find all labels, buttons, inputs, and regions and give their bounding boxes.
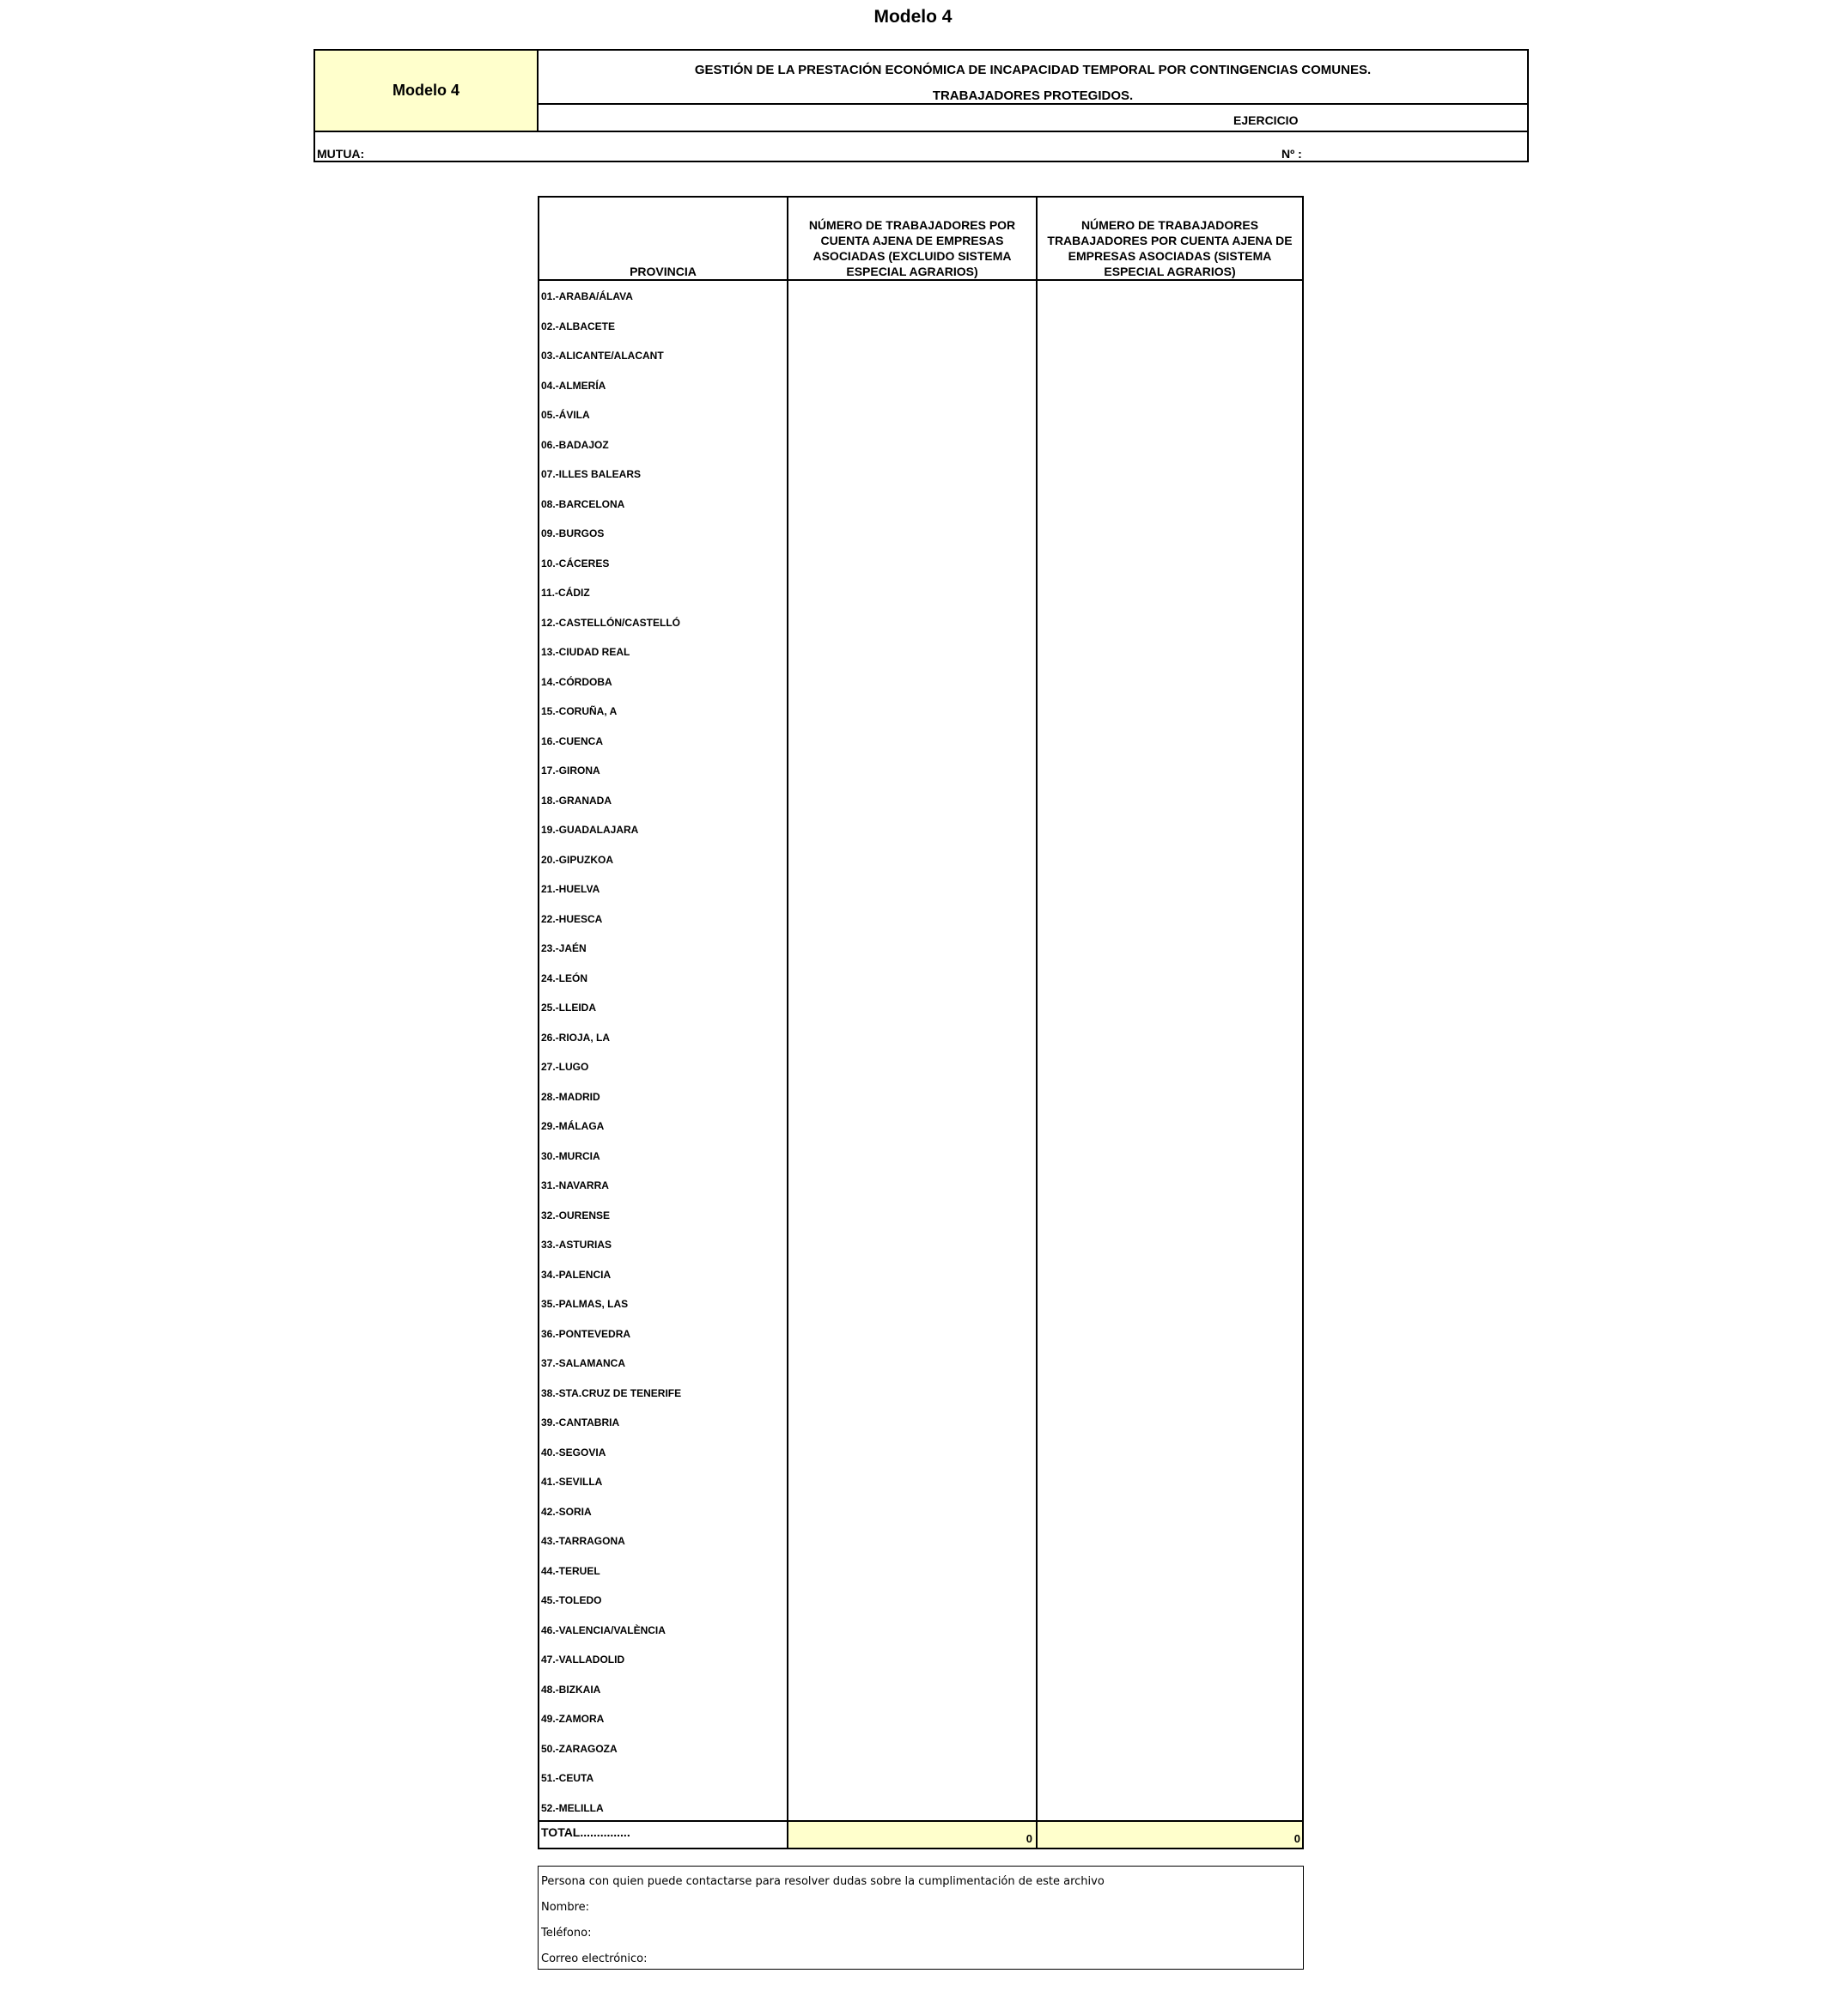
column-header-excluido-agrarios: NÚMERO DE TRABAJADORES POR CUENTA AJENA DE EMPRESAS ASOCIADAS (EXCLUIDO SISTEMA ESPECIAL AGRARIOS) bbox=[808, 218, 1016, 278]
province-row: 45.-TOLEDO bbox=[541, 1594, 602, 1606]
form-header bbox=[313, 49, 1529, 162]
province-row: 37.-SALAMANCA bbox=[541, 1357, 626, 1369]
contact-telefono-label: Teléfono: bbox=[541, 1927, 592, 1940]
province-row: 38.-STA.CRUZ DE TENERIFE bbox=[541, 1386, 682, 1399]
province-row: 28.-MADRID bbox=[541, 1090, 600, 1103]
province-row: 42.-SORIA bbox=[541, 1505, 592, 1518]
province-row: 08.-BARCELONA bbox=[541, 497, 625, 510]
province-row: 13.-CIUDAD REAL bbox=[541, 646, 630, 658]
province-row: 47.-VALLADOLID bbox=[541, 1654, 625, 1666]
province-row: 09.-BURGOS bbox=[541, 527, 605, 539]
mutua-label: MUTUA: bbox=[317, 147, 365, 161]
province-row: 10.-CÁCERES bbox=[541, 557, 610, 569]
column-divider bbox=[1036, 198, 1038, 1848]
province-row: 44.-TERUEL bbox=[541, 1564, 600, 1577]
column-header-sistema-agrarios: NÚMERO DE TRABAJADORES TRABAJADORES POR CUENTA AJENA DE EMPRESAS ASOCIADAS (SISTEMA ESPECIAL AGRARIOS) bbox=[1047, 218, 1293, 278]
province-row: 39.-CANTABRIA bbox=[541, 1416, 620, 1428]
province-row: 12.-CASTELLÓN/CASTELLÓ bbox=[541, 616, 681, 629]
province-row: 02.-ALBACETE bbox=[541, 320, 616, 332]
province-row: 17.-GIRONA bbox=[541, 764, 600, 777]
province-row: 14.-CÓRDOBA bbox=[541, 675, 612, 688]
province-row: 18.-GRANADA bbox=[541, 794, 612, 807]
province-row: 32.-OURENSE bbox=[541, 1209, 611, 1221]
province-row: 43.-TARRAGONA bbox=[541, 1535, 625, 1547]
province-row: 26.-RIOJA, LA bbox=[541, 1031, 611, 1044]
province-row: 49.-ZAMORA bbox=[541, 1713, 605, 1725]
contact-intro: Persona con quien puede contactarse para resolver dudas sobre la cumplimentación de este archivo bbox=[541, 1875, 1105, 1888]
province-row: 29.-MÁLAGA bbox=[541, 1120, 605, 1132]
province-row: 01.-ARABA/ÁLAVA bbox=[541, 290, 633, 302]
province-row: 21.-HUELVA bbox=[541, 883, 600, 895]
province-row: 30.-MURCIA bbox=[541, 1149, 600, 1162]
contact-nombre-label: Nombre: bbox=[541, 1901, 590, 1914]
province-row: 34.-PALENCIA bbox=[541, 1268, 612, 1281]
province-row: 33.-ASTURIAS bbox=[541, 1239, 612, 1251]
province-row: 46.-VALENCIA/VALÈNCIA bbox=[541, 1623, 666, 1636]
province-row: 51.-CEUTA bbox=[541, 1772, 594, 1784]
numero-label: Nº : bbox=[1281, 147, 1302, 161]
province-row: 11.-CÁDIZ bbox=[541, 587, 590, 599]
contact-correo-label: Correo electrónico: bbox=[541, 1952, 648, 1965]
province-row: 20.-GIPUZKOA bbox=[541, 853, 614, 866]
province-row: 41.-SEVILLA bbox=[541, 1476, 603, 1488]
province-row: 04.-ALMERÍA bbox=[541, 379, 606, 392]
form-title-line1: GESTIÓN DE LA PRESTACIÓN ECONÓMICA DE INCAPACIDAD TEMPORAL POR CONTINGENCIAS COMUNES. bbox=[694, 63, 1372, 77]
province-row: 40.-SEGOVIA bbox=[541, 1446, 606, 1459]
province-row: 05.-ÁVILA bbox=[541, 409, 590, 421]
province-row: 15.-CORUÑA, A bbox=[541, 705, 618, 717]
total-label: TOTAL............... bbox=[541, 1825, 630, 1839]
province-row: 24.-LEÓN bbox=[541, 971, 588, 984]
province-row: 52.-MELILLA bbox=[541, 1801, 604, 1814]
province-row: 19.-GUADALAJARA bbox=[541, 824, 639, 836]
province-row: 50.-ZARAGOZA bbox=[541, 1742, 618, 1755]
province-list bbox=[541, 290, 782, 1831]
province-row: 16.-CUENCA bbox=[541, 734, 604, 747]
province-row: 31.-NAVARRA bbox=[541, 1179, 609, 1191]
provinces-table bbox=[538, 196, 1304, 1849]
province-row: 27.-LUGO bbox=[541, 1061, 589, 1073]
contact-box bbox=[538, 1866, 1304, 1970]
column-header-provincia: PROVINCIA bbox=[630, 265, 697, 278]
province-row: 48.-BIZKAIA bbox=[541, 1683, 601, 1696]
ejercicio-label: EJERCICIO bbox=[1233, 113, 1299, 127]
column-divider bbox=[787, 198, 788, 1848]
model-label: Modelo 4 bbox=[315, 51, 539, 131]
page-title: Modelo 4 bbox=[873, 7, 953, 27]
total-agrarios-cell[interactable]: 0 bbox=[1038, 1822, 1302, 1848]
header-divider bbox=[539, 279, 1302, 281]
divider bbox=[315, 131, 1527, 132]
province-row: 06.-BADAJOZ bbox=[541, 438, 609, 451]
province-row: 03.-ALICANTE/ALACANT bbox=[541, 350, 664, 362]
province-row: 36.-PONTEVEDRA bbox=[541, 1327, 631, 1340]
form-title-line2: TRABAJADORES PROTEGIDOS. bbox=[932, 88, 1134, 103]
province-row: 22.-HUESCA bbox=[541, 912, 603, 925]
province-row: 35.-PALMAS, LAS bbox=[541, 1298, 629, 1310]
province-row: 25.-LLEIDA bbox=[541, 1002, 597, 1014]
province-row: 23.-JAÉN bbox=[541, 942, 587, 954]
province-row: 07.-ILLES BALEARS bbox=[541, 468, 642, 480]
total-excluido-cell[interactable]: 0 bbox=[788, 1822, 1036, 1848]
divider bbox=[539, 103, 1527, 105]
